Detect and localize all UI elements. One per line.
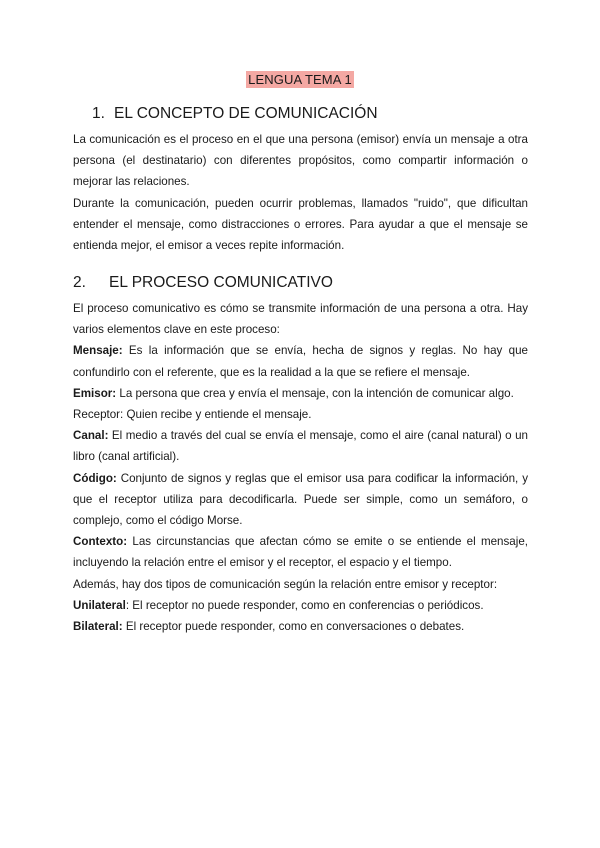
section-heading [73, 104, 528, 124]
type-term: Bilateral: [73, 620, 123, 634]
element-text: Conjunto de signos y reglas que el emisor usa para codificar la información, y que el receptor utiliza para decodificarla. Puede ser simple, como un semáforo, o complejo, como el código Morse. [73, 471, 528, 528]
paragraph: Durante la comunicación, pueden ocurrir problemas, llamados "ruido", que dificultan entender el mensaje, como distracciones o errores. Para ayudar a que el mensaje se entienda mejor, el emisor a veces repite información. [73, 196, 528, 253]
element-text: Es la información que se envía, hecha de signos y reglas. No hay que confundirlo con el referente, que es la realidad a la que se refiere el mensaje. [73, 344, 528, 379]
section-title: EL PROCESO COMUNICATIVO [109, 274, 333, 291]
element-term: Emisor: [73, 386, 117, 400]
element-term: Contexto: [73, 535, 128, 549]
section-proceso [73, 273, 528, 637]
type-text: : El receptor no puede responder, como en conferencias o periódicos. [125, 598, 484, 612]
element-text: El medio a través del cual se envía el mensaje, como el aire (canal natural) o un libro (canal artificial). [73, 429, 528, 464]
section-number: 2. [73, 274, 86, 291]
section-number: 1. [92, 105, 105, 122]
element-term: Canal: [73, 429, 109, 443]
element-text: Receptor: Quien recibe y entiende el mensaje. [73, 408, 312, 422]
paragraph: El proceso comunicativo es cómo se transmite información de una persona a otra. Hay varios elementos clave en este proceso: [73, 302, 528, 337]
element-text: Las circunstancias que afectan cómo se emite o se entiende el mensaje, incluyendo la relación entre el emisor y el receptor, el espacio y el tiempo. [73, 535, 528, 570]
element-definition [73, 383, 528, 404]
element-text: La persona que crea y envía el mensaje, con la intención de comunicar algo. [116, 386, 514, 400]
element-definition [73, 531, 528, 573]
element-term: Mensaje: [73, 344, 123, 358]
element-term: Código: [73, 471, 117, 485]
paragraph: La comunicación es el proceso en el que una persona (emisor) envía un mensaje a otra persona (el destinatario) con diferentes propósitos, como compartir información o mejorar las relaciones. [73, 133, 528, 189]
section-body [73, 129, 528, 256]
section-heading [73, 273, 528, 293]
type-term: Unilateral [73, 598, 126, 612]
paragraph: Además, hay dos tipos de comunicación según la relación entre emisor y receptor: [73, 577, 498, 591]
element-definition [73, 425, 528, 467]
section-concepto [73, 104, 528, 256]
element-definition [73, 468, 528, 532]
document-title: LENGUA TEMA 1 [248, 72, 352, 87]
section-title: EL CONCEPTO DE COMUNICACIÓN [114, 105, 378, 122]
section-body [73, 298, 528, 637]
element-definition [73, 340, 528, 382]
title-wrapper [0, 71, 600, 89]
type-definition [73, 595, 528, 616]
type-definition [73, 616, 528, 637]
element-definition [73, 404, 528, 425]
type-text: El receptor puede responder, como en conversaciones o debates. [122, 620, 465, 634]
